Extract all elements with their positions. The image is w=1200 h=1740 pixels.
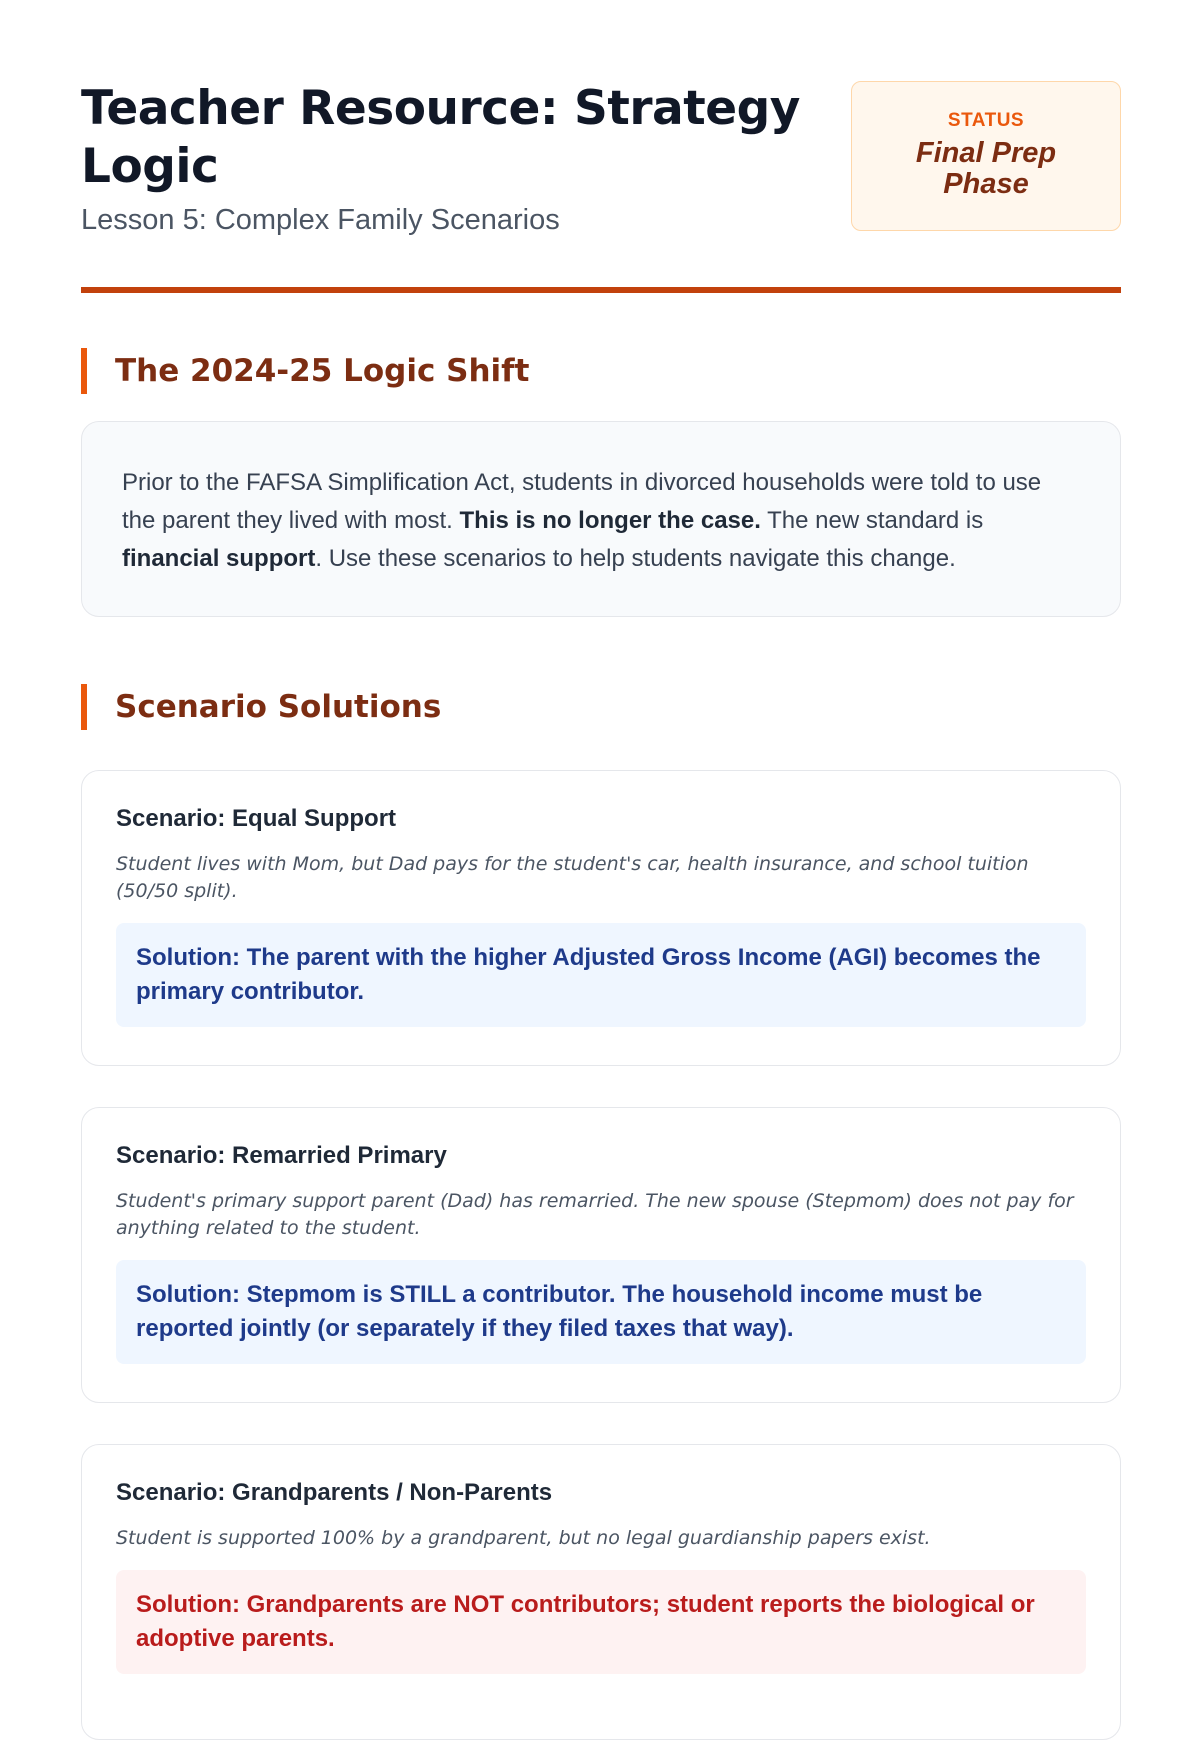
- logic-shift-text: [122, 464, 1080, 578]
- logic-shift-emphasis-2: financial support: [122, 545, 316, 572]
- status-value: Final Prep Phase: [915, 137, 1057, 200]
- scenario-title: Scenario: Remarried Primary: [116, 1142, 447, 1169]
- scenario-card-equal-support: [81, 770, 1121, 1066]
- logic-shift-emphasis-1: This is no longer the case.: [459, 507, 761, 534]
- page-header: [81, 80, 1121, 292]
- scenario-card-remarried-primary: [81, 1107, 1121, 1403]
- page-subtitle: Lesson 5: Complex Family Scenarios: [81, 204, 560, 236]
- scenario-title: Scenario: Grandparents / Non-Parents: [116, 1479, 553, 1506]
- scenario-description: Student lives with Mom, but Dad pays for the student's car, health insurance, and school tuition (50/50 split).: [116, 853, 1029, 902]
- logic-shift-text-part-2: The new standard is: [760, 507, 984, 534]
- scenario-description: Student's primary support parent (Dad) has remarried. The new spouse (Stepmom) does not pay for anything related to the student.: [116, 1190, 1074, 1239]
- scenario-solution: Solution: The parent with the higher Adjusted Gross Income (AGI) becomes the primary contributor.: [116, 923, 1086, 1027]
- logic-shift-box: [81, 421, 1121, 617]
- scenario-title: Scenario: Equal Support: [116, 805, 397, 832]
- header-divider: [81, 287, 1121, 293]
- page: [81, 80, 1121, 1652]
- scenario-solution: Solution: Stepmom is STILL a contributor. The household income must be reported jointly (or separately if they filed taxes that way).: [116, 1260, 1086, 1364]
- scenario-solutions-heading: Scenario Solutions: [81, 684, 1121, 730]
- logic-shift-text-part-3: . Use these scenarios to help students navigate this change.: [315, 545, 956, 572]
- scenario-description: Student is supported 100% by a grandparent, but no legal guardianship papers exist.: [116, 1527, 931, 1549]
- scenario-solution: Solution: Grandparents are NOT contributors; student reports the biological or adoptive parents.: [116, 1570, 1086, 1674]
- status-card: [851, 81, 1121, 231]
- logic-shift-text-part-1: Prior to the FAFSA Simplification Act, students in divorced households were told to use the parent they lived with most.: [122, 469, 1042, 534]
- scenario-card-grandparents: [81, 1444, 1121, 1740]
- logic-shift-heading: The 2024-25 Logic Shift: [81, 348, 1121, 394]
- status-label: STATUS: [947, 110, 1025, 131]
- page-title: Teacher Resource: Strategy Logic: [81, 81, 800, 194]
